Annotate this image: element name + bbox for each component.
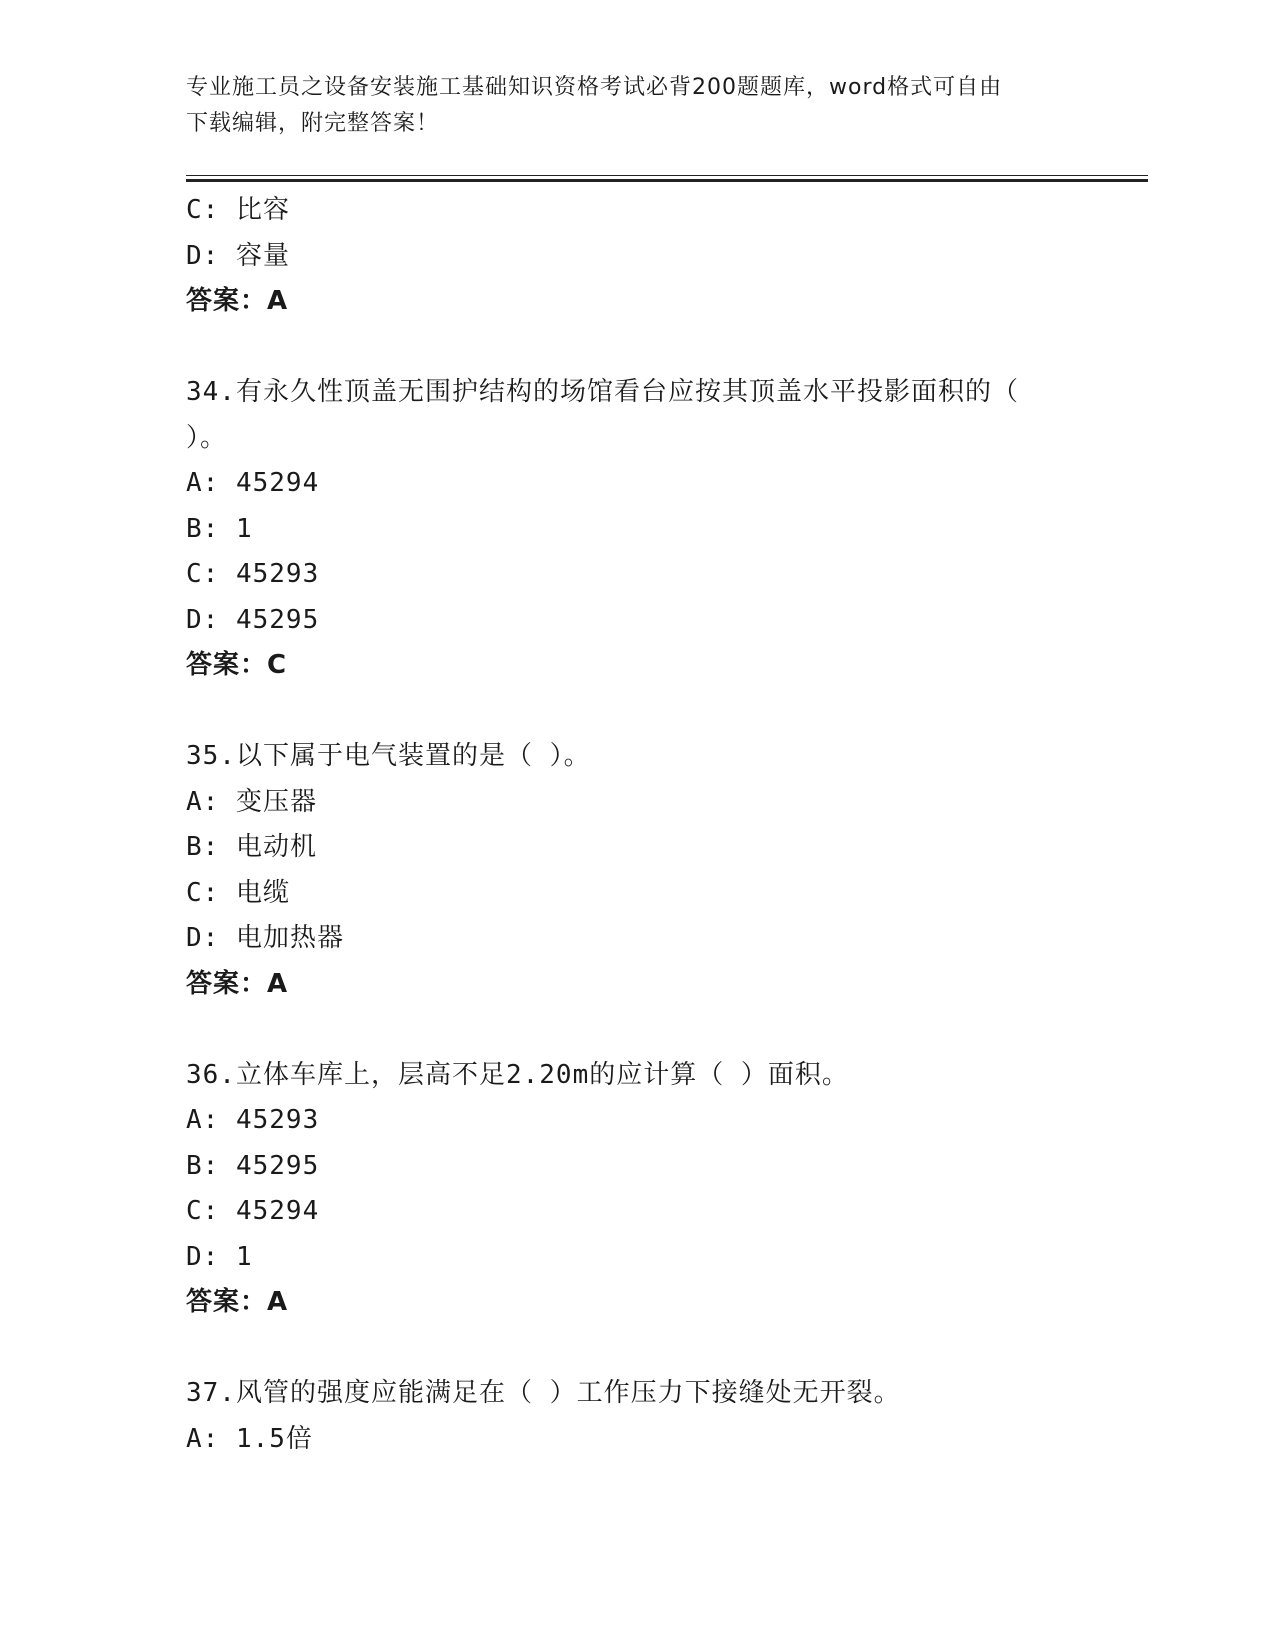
question-stem: 34.有永久性顶盖无围护结构的场馆看台应按其顶盖水平投影面积的（ bbox=[186, 377, 1019, 407]
option-b: B: 1 bbox=[186, 513, 253, 544]
question-33-continued bbox=[186, 188, 1086, 325]
option-a: A: 45293 bbox=[186, 1105, 320, 1135]
spacer bbox=[186, 325, 1086, 371]
option-b: B: 电动机 bbox=[186, 832, 317, 862]
option-b: B: 45295 bbox=[186, 1150, 320, 1181]
header-divider-thin bbox=[186, 175, 1148, 176]
answer-line: 答案：A bbox=[186, 1287, 289, 1317]
option-c: C: 45294 bbox=[186, 1196, 320, 1226]
question-37 bbox=[186, 1371, 1086, 1462]
answer-line: 答案：A bbox=[186, 968, 289, 999]
question-35 bbox=[186, 734, 1086, 1007]
question-list bbox=[186, 188, 1086, 1462]
question-stem: 37.风管的强度应能满足在（ ）工作压力下接缝处无开裂。 bbox=[186, 1378, 901, 1408]
question-stem-continued: ）。 bbox=[186, 422, 228, 453]
option-a: A: 变压器 bbox=[186, 786, 317, 817]
document-header bbox=[186, 70, 1076, 142]
spacer bbox=[186, 1326, 1086, 1372]
question-34 bbox=[186, 370, 1086, 689]
header-divider-thick bbox=[186, 179, 1148, 182]
option-d: D: 45295 bbox=[186, 604, 320, 635]
answer-line: 答案：A bbox=[186, 286, 289, 316]
option-a: A: 45294 bbox=[186, 468, 320, 498]
option-c: C: 比容 bbox=[186, 195, 290, 225]
spacer bbox=[186, 1007, 1086, 1053]
header-line-1: 专业施工员之设备安装施工基础知识资格考试必背200题题库，word格式可自由 bbox=[186, 75, 1003, 100]
option-d: D: 容量 bbox=[186, 240, 290, 271]
answer-line: 答案：C bbox=[186, 650, 288, 680]
option-c: C: 电缆 bbox=[186, 877, 290, 908]
option-a: A: 1.5倍 bbox=[186, 1423, 313, 1454]
spacer bbox=[186, 689, 1086, 735]
option-c: C: 45293 bbox=[186, 559, 320, 589]
option-d: D: 电加热器 bbox=[186, 923, 344, 953]
question-stem: 35.以下属于电气装置的是（ ）。 bbox=[186, 741, 591, 771]
question-stem: 36.立体车库上，层高不足2.20m的应计算（ ）面积。 bbox=[186, 1059, 849, 1090]
question-36 bbox=[186, 1053, 1086, 1326]
option-d: D: 1 bbox=[186, 1241, 253, 1272]
header-line-2: 下载编辑，附完整答案！ bbox=[186, 111, 440, 136]
